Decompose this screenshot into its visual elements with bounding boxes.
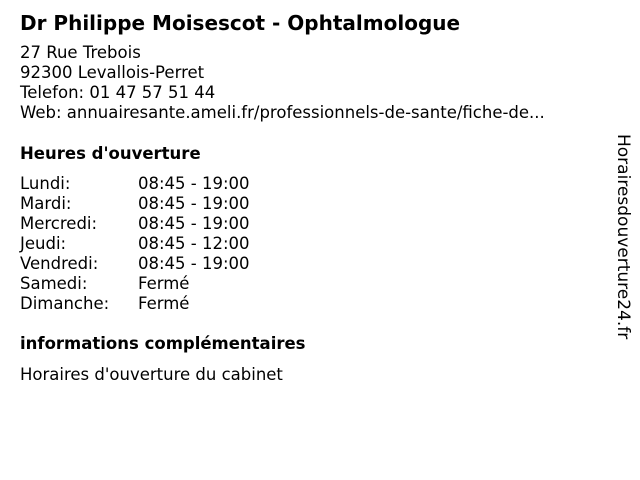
day-label: Dimanche: xyxy=(20,294,110,313)
day-label: Mardi: xyxy=(20,194,72,213)
phone-line: Telefon: 01 47 57 51 44 xyxy=(20,83,216,102)
page-title: Dr Philippe Moisescot - Ophtalmologue xyxy=(20,11,461,35)
day-label: Mercredi: xyxy=(20,214,98,233)
day-label: Lundi: xyxy=(20,174,71,193)
day-label: Samedi: xyxy=(20,274,88,293)
site-brand-vertical[interactable]: Horairesdouverture24.fr xyxy=(613,134,633,340)
time-value: 08:45 - 12:00 xyxy=(138,234,250,253)
time-value: 08:45 - 19:00 xyxy=(138,194,250,213)
website-link[interactable]: Web: annuairesante.ameli.fr/professionnels-de-sante/fiche-de... xyxy=(20,103,545,122)
time-value: Fermé xyxy=(138,274,190,293)
contact-block xyxy=(20,43,545,123)
address-city: 92300 Levallois-Perret xyxy=(20,63,205,82)
time-value: 08:45 - 19:00 xyxy=(138,174,250,193)
hours-heading: Heures d'ouverture xyxy=(20,144,201,163)
address-street: 27 Rue Trebois xyxy=(20,43,141,62)
day-label: Vendredi: xyxy=(20,254,99,273)
info-text: Horaires d'ouverture du cabinet xyxy=(20,365,283,384)
day-label: Jeudi: xyxy=(20,234,67,253)
time-value: 08:45 - 19:00 xyxy=(138,254,250,273)
info-heading: informations complémentaires xyxy=(20,334,306,353)
time-value: Fermé xyxy=(138,294,190,313)
time-value: 08:45 - 19:00 xyxy=(138,214,250,233)
